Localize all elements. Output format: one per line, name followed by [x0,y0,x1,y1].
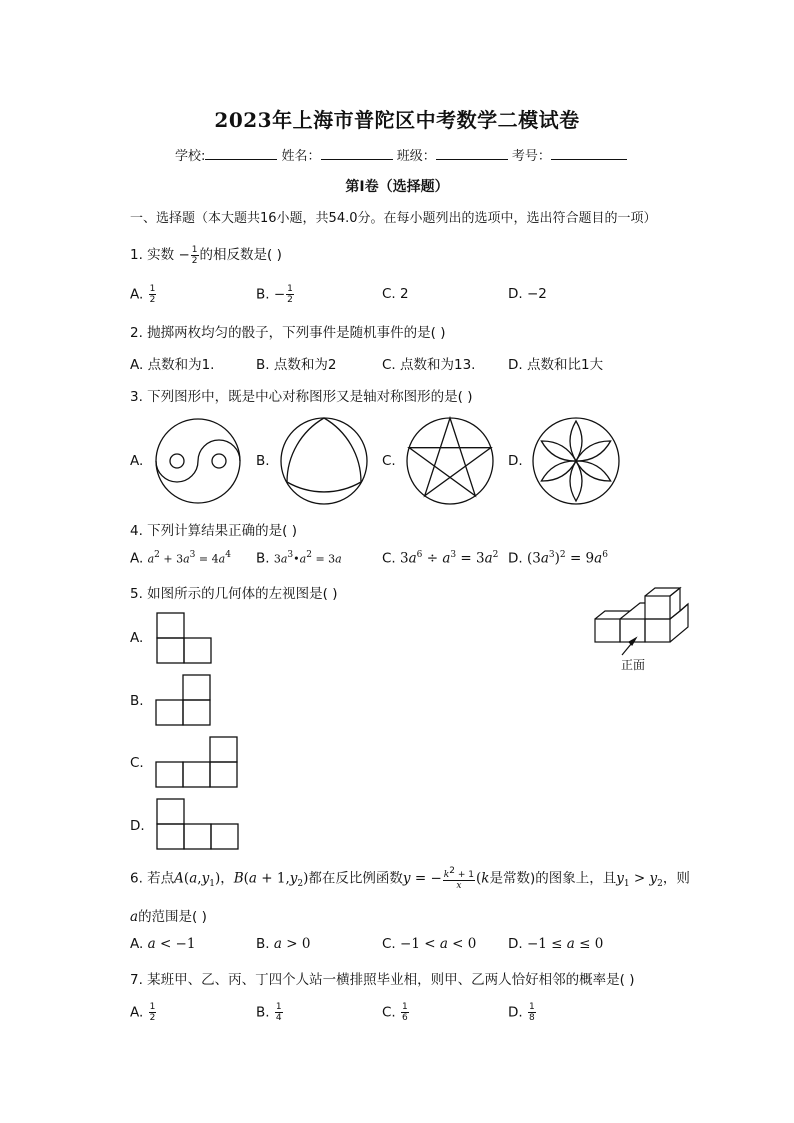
exam-no-blank[interactable] [551,147,627,160]
q5-option-d-label[interactable]: D. [130,818,145,834]
school-blank[interactable] [205,147,277,160]
q5-option-a-label[interactable]: A. [130,630,144,646]
student-info-line [175,145,627,164]
q7-option-d[interactable]: D. $\frac{1}{8}$ [508,1002,535,1023]
front-view-label: 正面 [621,658,646,672]
q7-option-b[interactable]: B. $\frac{1}{4}$ [256,1002,282,1023]
question-6: 6. 若点$A(a,y_1)$，$B(a + 1,y_2)$都在反比例函数y = − $\frac{k^2 + 1}{x}$ (k是常数)的图象上，且$y_1 > y_2$，则 [130,866,690,891]
q3-option-d-label[interactable]: D. [508,453,523,469]
class-blank[interactable] [436,147,508,160]
question-7: 7. 某班甲、乙、丙、丁四个人站一横排照毕业相，则甲、乙两人恰好相邻的概率是( ) [130,972,635,988]
q6-option-d[interactable]: D. −1 ≤ a ≤ 0 [508,936,604,952]
q5-option-a-figure [156,612,212,664]
yin-yang-figure [154,417,242,505]
q5-option-c-label[interactable]: C. [130,755,144,771]
q5-option-b-label[interactable]: B. [130,693,144,709]
question-1: 1. 实数 − $\frac{1}{2}$ 的相反数是( ) [130,244,282,266]
q6-option-b[interactable]: B. a > 0 [256,936,311,952]
name-label: 姓名： [281,149,321,164]
q1-option-a[interactable]: A. $\frac{1}{2}$ [130,284,156,305]
q4-option-c[interactable]: C. $3a^6 \div a^3 = 3a^2$ [382,550,499,567]
q4-option-b[interactable]: B. $3a^3•a^2 = 3a$ [256,550,342,567]
q3-option-a-label[interactable]: A. [130,453,144,469]
exam-no-label: 考号： [511,149,551,164]
q2-option-c[interactable]: C. 点数和为13. [382,357,476,373]
q1-option-c[interactable]: C. 2 [382,286,409,302]
q2-option-a[interactable]: A. 点数和为1. [130,357,215,373]
page-title: 2023年上海市普陀区中考数学二模试卷 [214,108,580,132]
q1-option-b[interactable]: B. − $\frac{1}{2}$ [256,284,293,305]
q2-option-d[interactable]: D. 点数和比1大 [508,357,604,373]
q1-option-d[interactable]: D. −2 [508,286,547,302]
q5-option-c-figure [155,736,238,788]
question-6-line-2: a的范围是( ) [130,909,207,925]
q2-option-b[interactable]: B. 点数和为2 [256,357,337,373]
reuleaux-triangle-figure [279,416,369,506]
q3-option-c-label[interactable]: C. [382,453,396,469]
q5-option-b-figure [155,674,211,726]
q6-option-c[interactable]: C. −1 < a < 0 [382,936,477,952]
question-3: 3. 下列图形中，既是中心对称图形又是轴对称图形的是( ) [130,389,473,405]
q6-option-a[interactable]: A. a < −1 [130,936,196,952]
question-2: 2. 抛掷两枚均匀的骰子，下列事件是随机事件的是( ) [130,325,446,341]
q4-option-a[interactable]: A. $a^2 + 3a^3 = 4a^4$ [130,550,231,567]
six-petal-flower-figure [531,416,621,506]
q4-option-d[interactable]: D. $(3a^3)^2 = 9a^6$ [508,550,608,567]
school-label: 学校: [175,149,206,164]
question-5: 5. 如图所示的几何体的左视图是( ) [130,586,338,602]
q7-option-c[interactable]: C. $\frac{1}{6}$ [382,1002,408,1023]
question-4: 4. 下列计算结果正确的是( ) [130,523,297,539]
solid-3d-figure [594,588,719,673]
q7-option-a[interactable]: A. $\frac{1}{2}$ [130,1002,156,1023]
part-title: 第I卷（选择题） [345,179,449,195]
pentagram-figure [405,416,495,506]
class-label: 班级： [396,149,436,164]
name-blank[interactable] [321,147,393,160]
section-heading: 一、选择题（本大题共16小题，共54.0分。在每小题列出的选项中，选出符合题目的一项） [130,211,657,226]
q5-option-d-figure [156,798,239,850]
q3-option-b-label[interactable]: B. [256,453,270,469]
